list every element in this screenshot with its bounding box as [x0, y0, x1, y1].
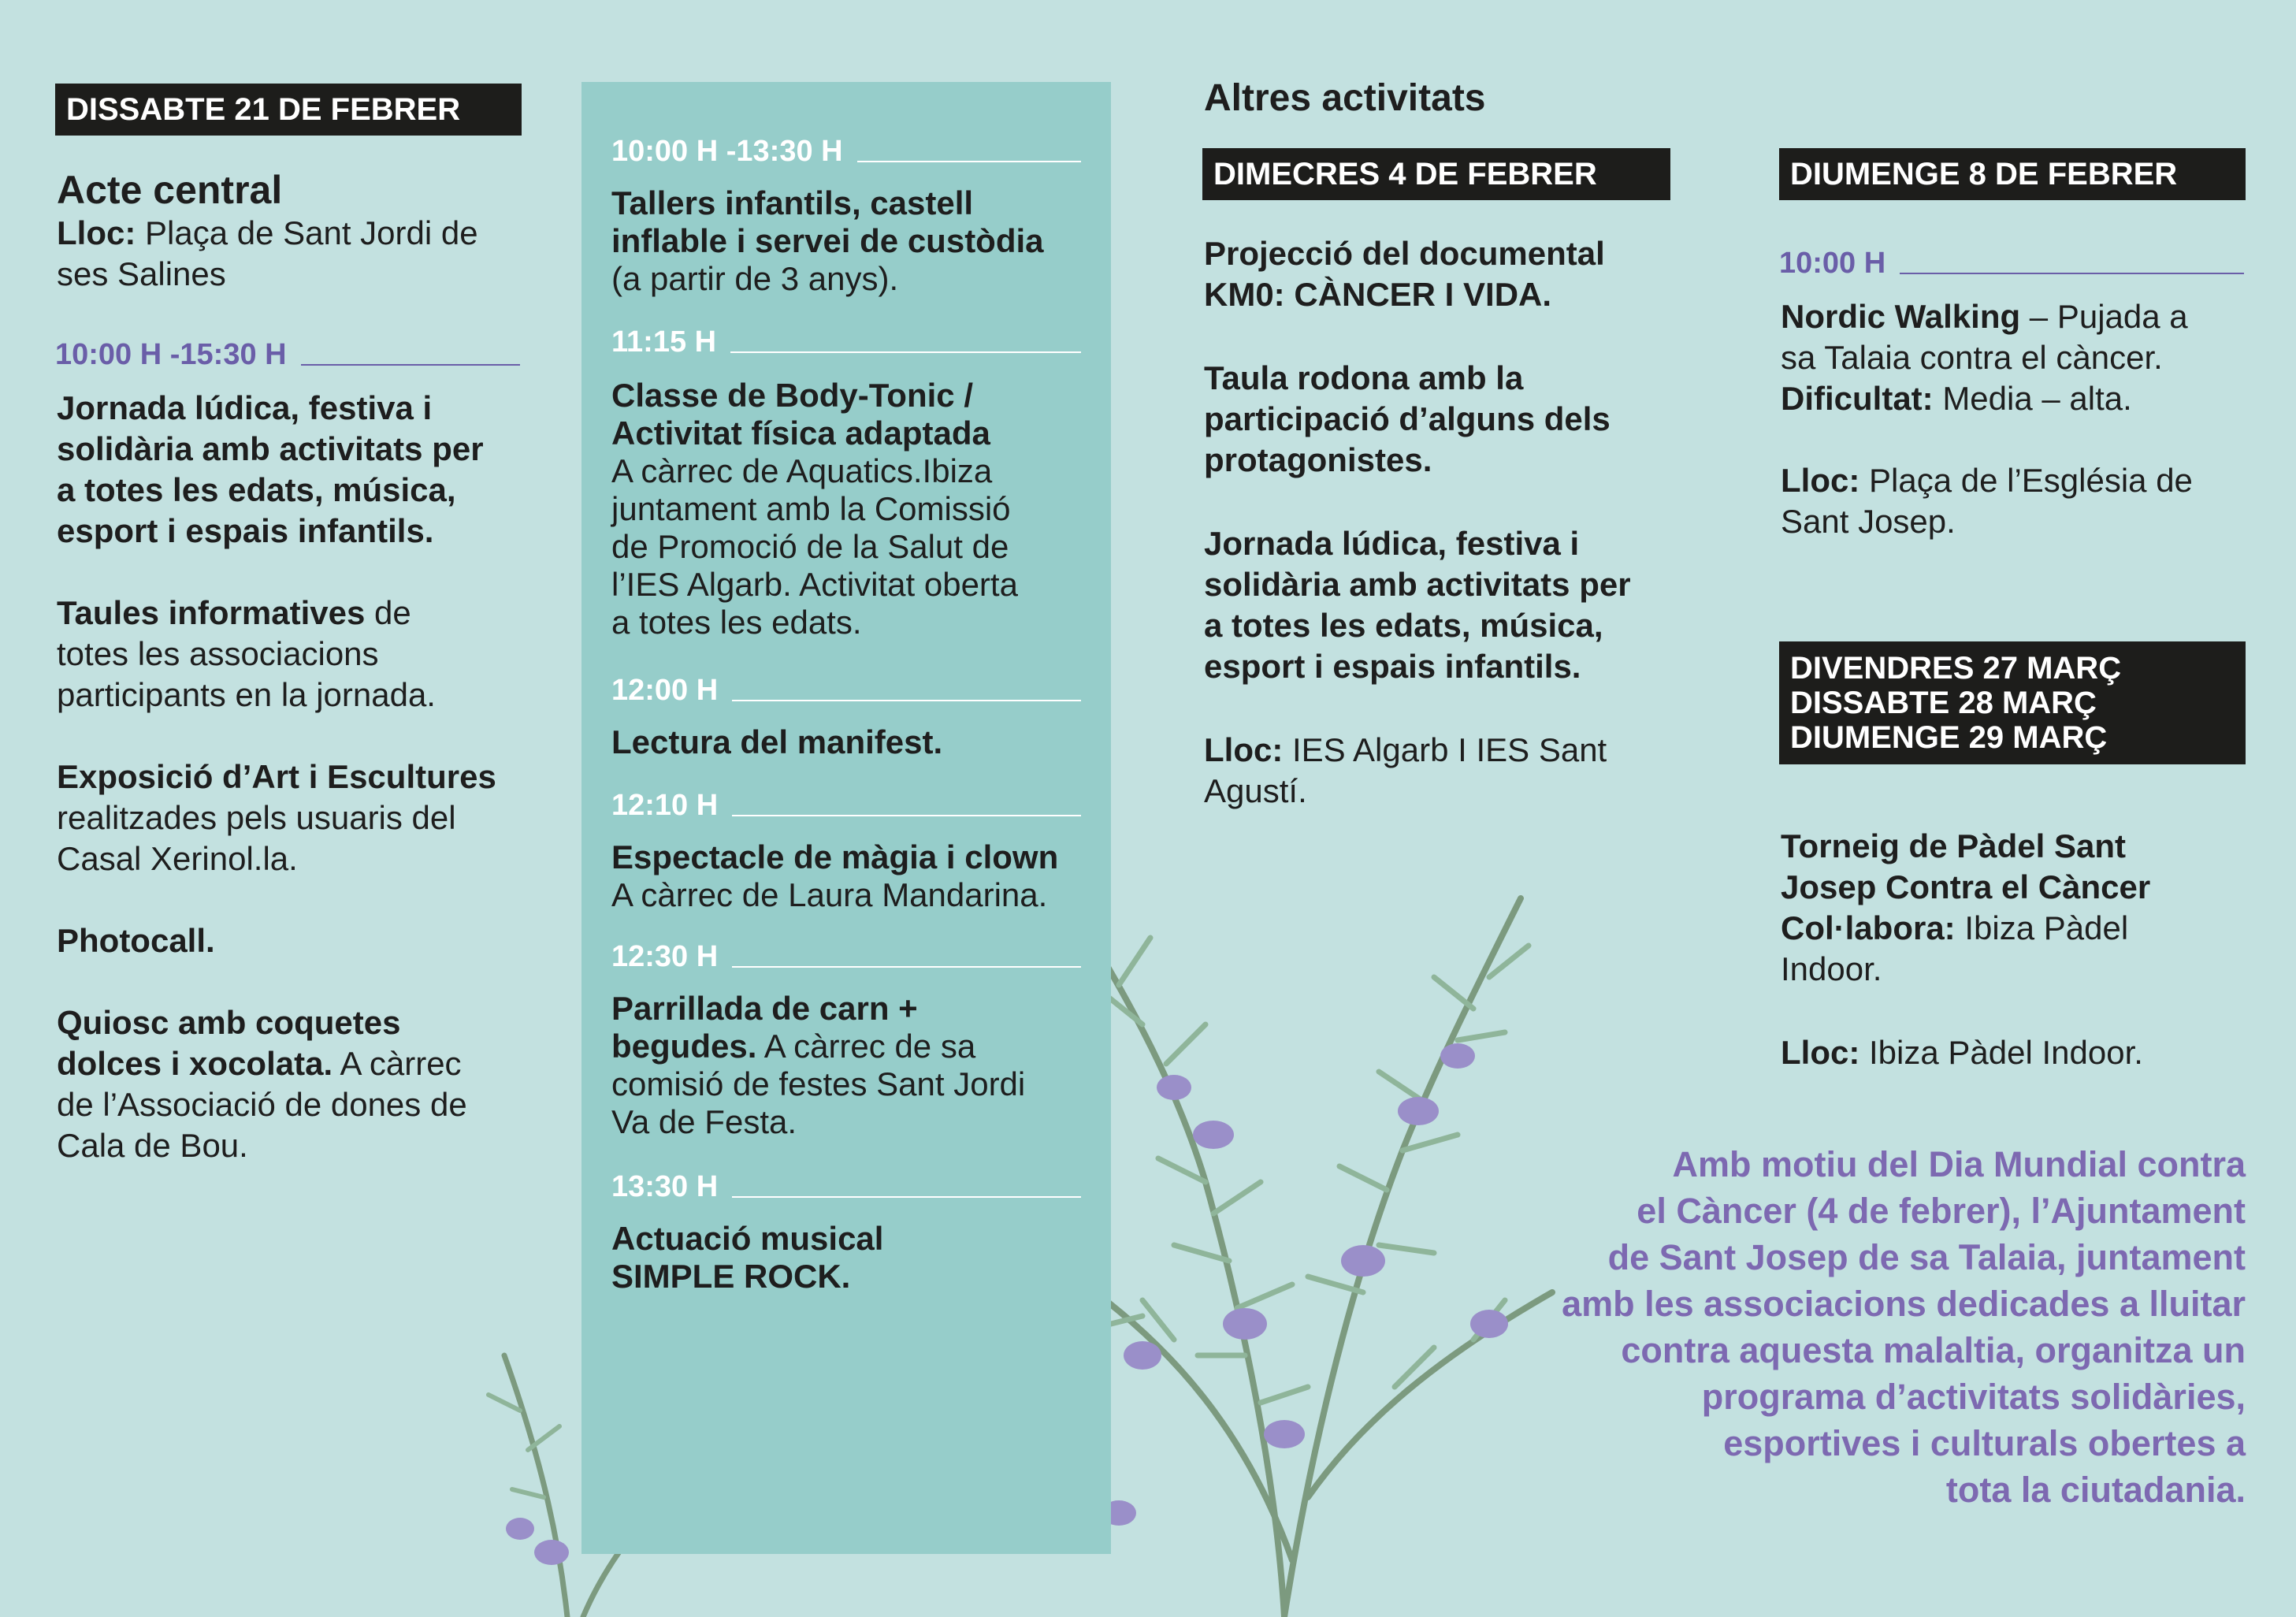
divider: [732, 1196, 1081, 1198]
time-label: 10:00 H -15:30 H: [55, 337, 520, 372]
place-label: Lloc:: [57, 214, 136, 251]
schedule-item: Classe de Body-Tonic / Activitat física adaptada A càrrec de Aquatics.Ibiza juntament amb la Comissió de Promoció de la Salut de l’IES Algarb. Activitat oberta a totes les edats.: [611, 377, 1018, 641]
divider: [732, 700, 1081, 701]
schedule-item: Parrillada de carn + begudes. A càrrec de sa comisió de festes Sant Jordi Va de Festa.: [611, 990, 1026, 1140]
time-label: 10:00 H: [1779, 246, 2244, 281]
schedule-item: Lectura del manifest.: [611, 723, 943, 760]
schedule-item: Tallers infantils, castell inflable i servei de custòdia (a partir de 3 anys).: [611, 184, 1044, 297]
place-info: Lloc: Plaça de l’Església de Sant Josep.: [1781, 462, 2193, 540]
activity-block: Nordic Walking – Pujada a sa Talaia contra el càncer. Dificultat: Media – alta.: [1781, 298, 2188, 417]
date-label: DISSABTE 21 DE FEBRER: [66, 92, 461, 127]
divider: [301, 364, 520, 366]
time-label: 11:15 H: [611, 325, 1081, 359]
place-info: [57, 213, 529, 295]
section-title: Acte central: [57, 168, 283, 212]
schedule-item: Actuació musical SIMPLE ROCK.: [611, 1220, 884, 1295]
time-label: 12:30 H: [611, 939, 1081, 974]
activity-block: Jornada lúdica, festiva i solidària amb activitats per a totes les edats, música, esport i espais infantils.: [57, 389, 484, 549]
closing-statement: Amb motiu del Dia Mundial contra el Càncer (4 de febrer), l’Ajuntament de Sant Josep de sa Talaia, juntament amb les associacions dedicades a lluitar contra aquesta malaltia, organitza un programa d’activitats solidàries, esportives i culturals obertes a tota la ciutadania.: [1562, 1144, 2246, 1510]
activity-block: Exposició d’Art i Escultures realitzades pels usuaris del Casal Xerinol.la.: [57, 758, 496, 877]
divider: [732, 815, 1081, 816]
date-bar-saturday: [55, 84, 522, 136]
time-label: 12:10 H: [611, 788, 1081, 823]
divider: [730, 351, 1081, 353]
place-info: Lloc: IES Algarb I IES Sant Agustí.: [1204, 731, 1607, 809]
time-label: 10:00 H -13:30 H: [611, 134, 1081, 169]
activity-block: Taules informatives de totes les associacions participants en la jornada.: [57, 594, 436, 713]
divider: [732, 966, 1081, 968]
place-info: Lloc: Ibiza Pàdel Indoor.: [1781, 1034, 2143, 1071]
activity-block: Jornada lúdica, festiva i solidària amb activitats per a totes les edats, música, esport i espais infantils.: [1204, 525, 1631, 685]
activity-block: Taula rodona amb la participació d’alguns dels protagonistes.: [1204, 359, 1611, 478]
divider: [1900, 273, 2244, 274]
time-label: 13:30 H: [611, 1169, 1081, 1204]
activity-block: Quiosc amb coquetes dolces i xocolata. A càrrec de l’Associació de dones de Cala de Bou.: [57, 1004, 467, 1164]
other-activities-heading: Altres activitats: [1204, 77, 1486, 119]
activity-block: Torneig de Pàdel Sant Josep Contra el Càncer Col·labora: Ibiza Pàdel Indoor.: [1781, 827, 2151, 987]
activity-block: Projecció del documental KM0: CÀNCER I VIDA.: [1204, 235, 1605, 313]
place-value: Plaça de Sant Jordi de: [145, 214, 478, 251]
activity-block: Photocall.: [57, 922, 215, 959]
time-label: 12:00 H: [611, 673, 1081, 708]
place-value-cont: ses Salines: [57, 255, 226, 292]
date-bar-wednesday: DIMECRES 4 DE FEBRER: [1202, 148, 1670, 200]
date-bar-sunday: DIUMENGE 8 DE FEBRER: [1779, 148, 2246, 200]
date-bar-march: DIVENDRES 27 MARÇ DISSABTE 28 MARÇ DIUMENGE 29 MARÇ: [1779, 641, 2246, 764]
divider: [857, 161, 1081, 162]
schedule-item: Espectacle de màgia i clown A càrrec de Laura Mandarina.: [611, 838, 1059, 913]
